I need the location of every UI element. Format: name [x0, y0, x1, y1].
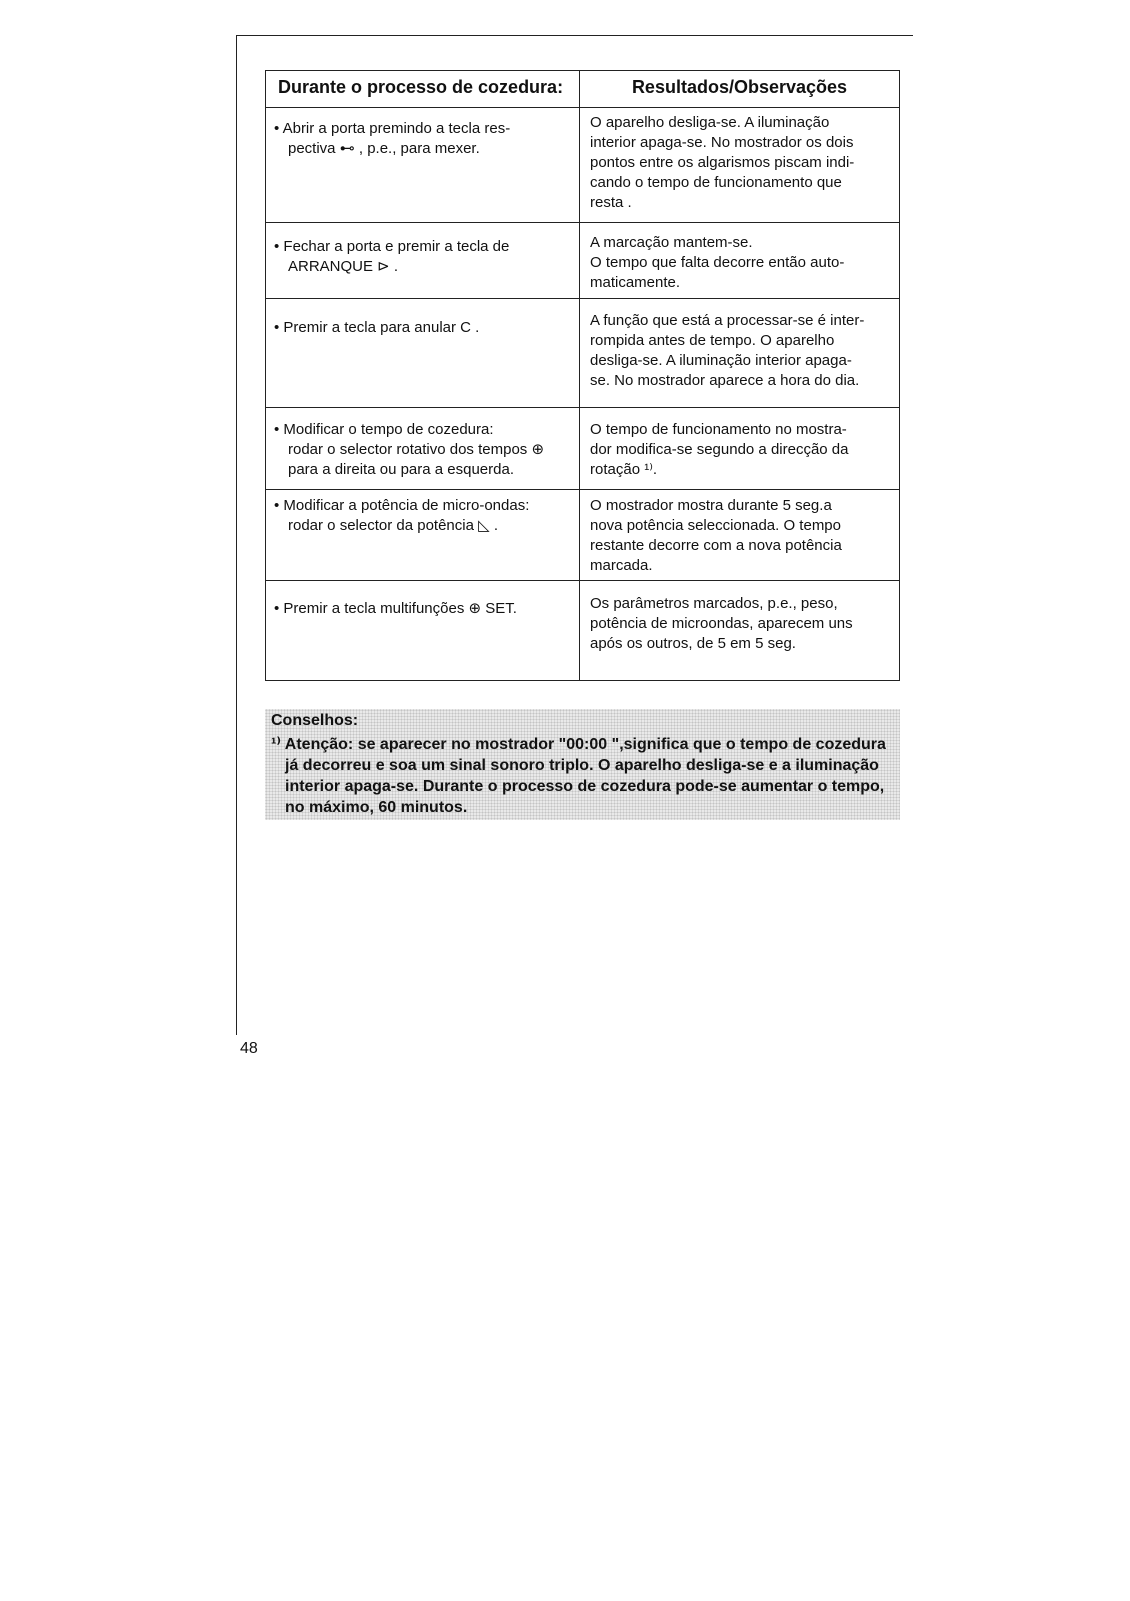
- tips-line: já decorreu e soa um sinal sonoro triplo. O aparelho desliga-se e a iluminação: [285, 757, 879, 774]
- row-5-result-line: restante decorre com a nova potência: [590, 537, 842, 554]
- row-divider: [266, 407, 899, 408]
- table-row-5-result: [590, 496, 893, 576]
- row-3-result-line: se. No mostrador aparece a hora do dia.: [590, 372, 860, 389]
- table-row-4-action: [274, 420, 572, 480]
- row-4-result-line: O tempo de funcionamento no mostra-: [590, 421, 847, 438]
- row-4-action-line: para a direita ou para a esquerda.: [288, 461, 514, 478]
- table-row-1-action: [274, 119, 572, 159]
- row-5-action-line: • Modificar a potência de micro-ondas:: [274, 497, 530, 514]
- row-4-result-line: rotação ¹⁾.: [590, 461, 658, 478]
- row-1-action-line: pectiva ⊷ , p.e., para mexer.: [288, 140, 480, 157]
- table-row-1-result: [590, 113, 893, 213]
- row-divider: [266, 489, 899, 490]
- row-4-action-line: rodar o selector rotativo dos tempos ⊕: [288, 441, 545, 458]
- header-left: Durante o processo de cozedura:: [278, 77, 564, 97]
- row-5-result-line: marcada.: [590, 557, 653, 574]
- row-divider: [266, 580, 899, 581]
- header-divider: [266, 107, 899, 108]
- table-row-3-action: [274, 318, 572, 338]
- row-2-result-line: maticamente.: [590, 274, 681, 291]
- cooking-table: [265, 70, 900, 681]
- tips-title: Conselhos:: [271, 712, 359, 729]
- header-right: Resultados/Observações: [631, 77, 848, 97]
- frame-top-rule: [236, 35, 913, 36]
- column-divider: [579, 71, 580, 680]
- row-1-result-line: cando o tempo de funcionamento que: [590, 174, 842, 191]
- row-2-result-line: A marcação mantem-se.: [590, 234, 753, 251]
- row-5-action-line: rodar o selector da potência ◺ .: [288, 517, 498, 534]
- row-5-result-line: nova potência seleccionada. O tempo: [590, 517, 841, 534]
- row-2-action-line: ARRANQUE ⊳ .: [288, 258, 399, 275]
- row-1-result-line: pontos entre os algarismos piscam indi-: [590, 154, 855, 171]
- tips-line: ¹⁾ Atenção: se aparecer no mostrador "00:00 ",significa que o tempo de cozedura: [271, 736, 886, 753]
- row-1-action-line: • Abrir a porta premindo a tecla res-: [274, 120, 511, 137]
- row-6-result-line: Os parâmetros marcados, p.e., peso,: [590, 595, 838, 612]
- row-6-result-line: potência de microondas, aparecem uns: [590, 615, 853, 632]
- row-1-result-line: O aparelho desliga-se. A iluminação: [590, 114, 830, 131]
- row-2-action-line: • Fechar a porta e premir a tecla de: [274, 238, 510, 255]
- page-number: 48: [240, 1040, 258, 1057]
- row-4-action-line: • Modificar o tempo de cozedura:: [274, 421, 494, 438]
- tips-box: [265, 709, 900, 820]
- table-row-2-action: [274, 237, 572, 277]
- row-divider: [266, 298, 899, 299]
- row-3-result-line: desliga-se. A iluminação interior apaga-: [590, 352, 852, 369]
- row-6-action-line: • Premir a tecla multifunções ⊕ SET.: [274, 600, 517, 617]
- row-1-result-line: interior apaga-se. No mostrador os dois: [590, 134, 854, 151]
- table-row-3-result: [590, 311, 893, 391]
- row-5-result-line: O mostrador mostra durante 5 seg.a: [590, 497, 832, 514]
- row-3-action-line: • Premir a tecla para anular C .: [274, 319, 480, 336]
- table-row-5-action: [274, 496, 572, 536]
- row-4-result-line: dor modifica-se segundo a direcção da: [590, 441, 849, 458]
- table-row-4-result: [590, 420, 893, 480]
- frame-left-rule: [236, 35, 237, 1035]
- tips-line: no máximo, 60 minutos.: [285, 799, 468, 816]
- row-1-result-line: resta .: [590, 194, 632, 211]
- row-6-result-line: após os outros, de 5 em 5 seg.: [590, 635, 796, 652]
- tips-body: [271, 734, 891, 818]
- row-2-result-line: O tempo que falta decorre então auto-: [590, 254, 845, 271]
- table-row-6-action: [274, 599, 572, 619]
- row-3-result-line: rompida antes de tempo. O aparelho: [590, 332, 835, 349]
- table-row-2-result: [590, 233, 893, 293]
- row-divider: [266, 222, 899, 223]
- row-3-result-line: A função que está a processar-se é inter-: [590, 312, 865, 329]
- table-row-6-result: [590, 594, 893, 654]
- tips-line: interior apaga-se. Durante o processo de cozedura pode-se aumentar o tempo,: [285, 778, 885, 795]
